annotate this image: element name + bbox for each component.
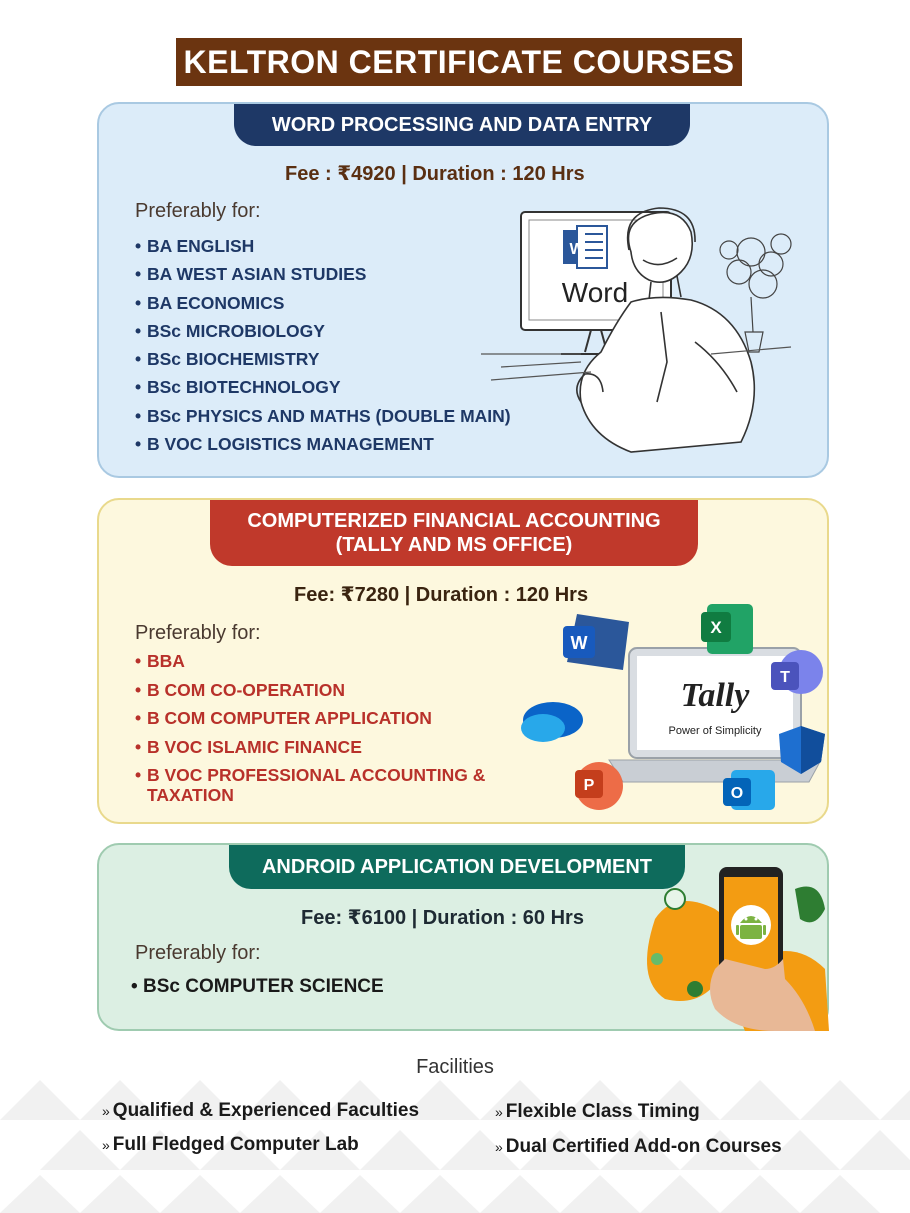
list-item: • B VOC ISLAMIC FINANCE (135, 737, 535, 757)
list-item: • BSc PHYSICS AND MATHS (DOUBLE MAIN) (135, 402, 511, 430)
word-label: Word (561, 277, 629, 308)
list-item: • B COM COMPUTER APPLICATION (135, 708, 535, 728)
android-phone-illustration (635, 859, 829, 1031)
app-letter: W (570, 633, 588, 653)
preferably-for-label: Preferably for: (135, 200, 261, 222)
preferably-for-label: Preferably for: (135, 942, 261, 964)
course-title-line2: (TALLY AND MS OFFICE) (335, 534, 573, 556)
course-card-financial-accounting (97, 498, 829, 824)
arrow-icon: » (495, 1139, 503, 1155)
list-item: • BSc BIOCHEMISTRY (135, 345, 511, 373)
facility-item (495, 1136, 782, 1158)
onedrive-icon (521, 702, 583, 742)
facility-text: Qualified & Experienced Faculties (112, 1100, 420, 1121)
app-letter: T (780, 669, 790, 686)
fee-duration: Fee : ₹4920 | Duration : 120 Hrs (285, 163, 585, 185)
course-card-android-development (97, 843, 829, 1031)
facility-text: Dual Certified Add-on Courses (505, 1136, 782, 1157)
list-item: • BA WEST ASIAN STUDIES (135, 260, 511, 288)
course-title-line1: COMPUTERIZED FINANCIAL ACCOUNTING (247, 510, 661, 532)
list-item: • B COM CO-OPERATION (135, 680, 535, 700)
arrow-icon: » (495, 1104, 503, 1120)
word-icon-letter: W (569, 241, 585, 258)
fee-duration: Fee: ₹6100 | Duration : 60 Hrs (301, 907, 584, 929)
course-title-banner (210, 500, 698, 566)
facility-item (102, 1134, 359, 1156)
eligible-course-list (131, 974, 384, 1000)
list-item: • BBA (135, 651, 535, 671)
eligible-course-list (135, 232, 511, 458)
fee-duration: Fee: ₹7280 | Duration : 120 Hrs (294, 584, 589, 606)
powerpoint-app-icon (575, 762, 623, 810)
arrow-icon: » (102, 1103, 110, 1119)
facility-text: Full Fledged Computer Lab (112, 1134, 359, 1155)
facility-item (495, 1101, 700, 1123)
tally-logo: Tally (680, 677, 750, 714)
app-letter: P (583, 777, 595, 794)
course-title-banner: WORD PROCESSING AND DATA ENTRY (234, 104, 690, 146)
list-item: • B VOC PROFESSIONAL ACCOUNTING & TAXATION (135, 765, 535, 805)
app-letter: X (710, 618, 722, 637)
word-app-icon (563, 614, 629, 670)
list-item: • B VOC LOGISTICS MANAGEMENT (135, 430, 511, 458)
facility-text: Flexible Class Timing (505, 1101, 700, 1122)
app-letter: O (730, 785, 744, 802)
list-item: • BSc BIOTECHNOLOGY (135, 373, 511, 401)
list-item: • BSc MICROBIOLOGY (135, 317, 511, 345)
word-app-icon (563, 226, 607, 268)
facility-item (102, 1100, 419, 1122)
tally-tagline: Power of Simplicity (668, 725, 762, 737)
facilities-heading: Facilities (416, 1056, 494, 1078)
excel-app-icon (701, 604, 753, 654)
page-title: KELTRON CERTIFICATE COURSES (176, 38, 742, 86)
woman-at-computer-illustration (481, 202, 811, 467)
course-title-banner: ANDROID APPLICATION DEVELOPMENT (229, 845, 685, 889)
course-card-word-processing (97, 102, 829, 478)
list-item: • BA ECONOMICS (135, 289, 511, 317)
list-item: • BSc COMPUTER SCIENCE (131, 974, 384, 1000)
list-item: • BA ENGLISH (135, 232, 511, 260)
laptop-office-apps-illustration (519, 600, 829, 822)
eligible-course-list (135, 651, 535, 814)
arrow-icon: » (102, 1137, 110, 1153)
preferably-for-label: Preferably for: (135, 622, 261, 644)
